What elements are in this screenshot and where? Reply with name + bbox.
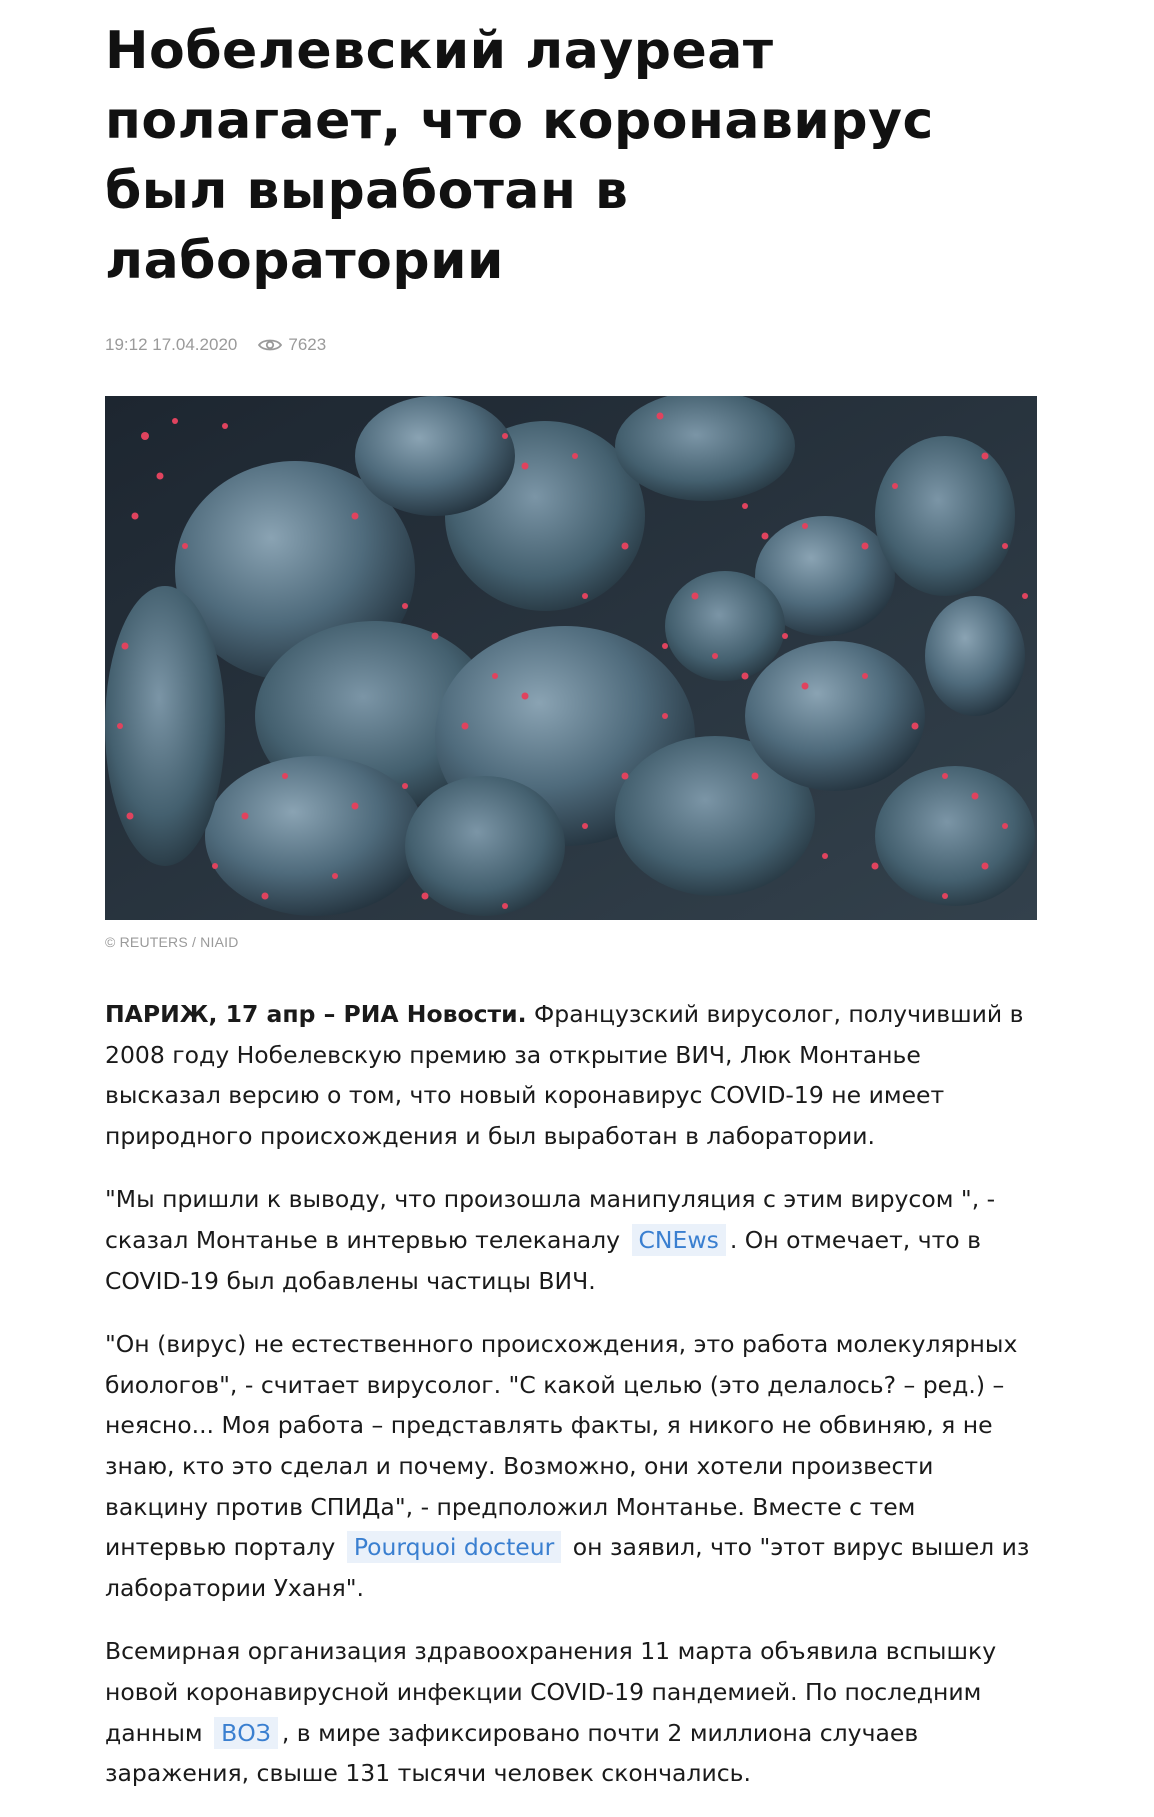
dateline: ПАРИЖ, 17 апр – РИА Новости. [105, 1000, 527, 1028]
paragraph-2 [105, 1179, 1040, 1301]
paragraph-3 [105, 1324, 1040, 1608]
paragraph-4-after: , в мире зафиксировано почти 2 миллиона случаев заражения, свыше 131 тысячи человек скончались. [105, 1718, 919, 1788]
article-title: Нобелевский лауреат полагает, что коронавирус был выработан в лаборатории [105, 21, 934, 291]
pourquoi-docteur-link[interactable]: Pourquoi docteur [347, 1531, 561, 1563]
paragraph-1 [105, 994, 1040, 1156]
paragraph-3-after: он заявил, что "этот вирус вышел из лаборатории Уханя". [105, 1533, 1030, 1602]
paragraph-4-before: Всемирная организация здравоохранения 11 марта объявила вспышку новой коронавирусной инфекции COVID-19 пандемией. По последним данным [105, 1637, 997, 1747]
publish-timestamp: 19:12 17.04.2020 [105, 335, 238, 354]
paragraph-4 [105, 1631, 1040, 1793]
paragraph-2-before: "Мы пришли к выводу, что произошла манипуляция с этим вирусом ", - сказал Монтанье в интервью телеканалу [105, 1185, 996, 1254]
article-meta [105, 334, 1040, 356]
cnews-link[interactable]: CNEws [632, 1224, 726, 1256]
article-body [105, 994, 1040, 1794]
paragraph-3-before: "Он (вирус) не естественного происхождения, это работа молекулярных биологов", - считает вирусолог. "С какой целью (это делалось? – ред.) – неясно... Моя работа – представлять факты, я никого не обвиняю, я не знаю, кто это сделал и почему. Возможно, они хотели произвести вакцину против СПИДа", - предположил Монтанье. Вместе с тем интервью порталу [105, 1330, 1018, 1562]
view-count [257, 335, 326, 355]
paragraph-1-text: Французский вирусолог, получивший в 2008 году Нобелевскую премию за открытие ВИЧ, Люк Монтанье высказал версию о том, что новый коронавирус COVID-19 не имеет природного происхождения и был выработан в лаборатории. [105, 1000, 1024, 1150]
who-link[interactable]: ВОЗ [214, 1717, 278, 1749]
photo-credit: © REUTERS / NIAID [105, 934, 239, 950]
article [105, 0, 1040, 1817]
view-count-value: 7623 [288, 335, 327, 354]
eye-icon [257, 337, 283, 353]
paragraph-2-after: . Он отмечает, что в COVID-19 был добавлены частицы ВИЧ. [105, 1225, 981, 1295]
article-photo [105, 396, 1037, 920]
